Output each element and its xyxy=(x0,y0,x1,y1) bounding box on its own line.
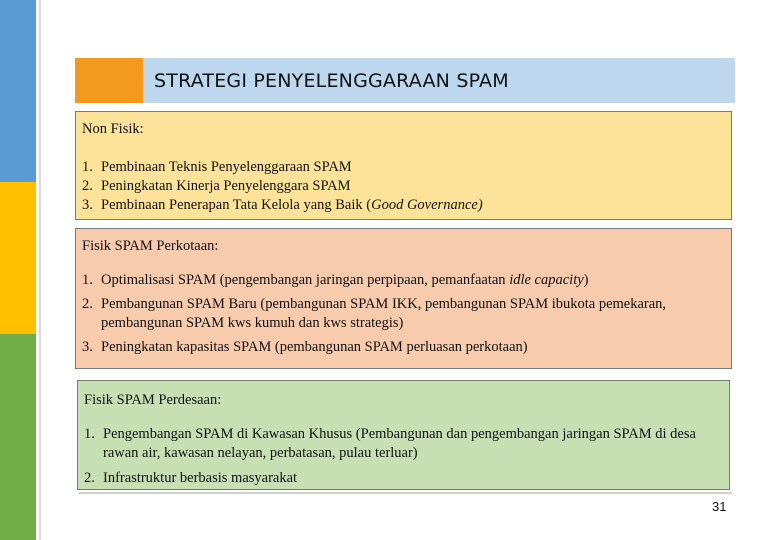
box-shadow xyxy=(79,492,732,494)
list-item xyxy=(82,158,731,177)
item-text: Peningkatan kapasitas SPAM (pembangunan SPAM perluasan perkotaan) xyxy=(101,339,528,355)
section-heading: Fisik SPAM Perkotaan: xyxy=(82,238,219,254)
list-item xyxy=(82,196,731,215)
item-text: Pembinaan Teknis Penyelenggaraan SPAM xyxy=(101,159,352,175)
section-list xyxy=(84,425,729,488)
item-number: 3. xyxy=(82,339,93,355)
item-italic: Good Governance) xyxy=(371,197,483,213)
item-number: 2. xyxy=(82,296,93,312)
section-list xyxy=(82,158,731,215)
section-fisik-perdesaan xyxy=(77,380,730,490)
list-item xyxy=(82,295,731,333)
item-text-rich xyxy=(101,271,731,290)
item-number: 1. xyxy=(82,159,93,175)
item-number: 3. xyxy=(82,197,93,213)
item-text: Optimalisasi SPAM (pengembangan jaringan perpipaan, pemanfaatan xyxy=(101,272,510,288)
item-text: Peningkatan Kinerja Penyelenggara SPAM xyxy=(101,178,351,194)
list-item xyxy=(82,177,731,196)
side-stripe-blue xyxy=(0,0,36,182)
side-stripe-green xyxy=(0,334,36,540)
item-text-after: ) xyxy=(583,272,589,288)
page-title: STRATEGI PENYELENGGARAAN SPAM xyxy=(154,69,509,92)
side-stripe-yellow xyxy=(0,182,36,334)
item-number: 2. xyxy=(84,470,95,486)
side-divider xyxy=(39,0,41,540)
section-fisik-perkotaan xyxy=(75,228,732,369)
item-text: Pembinaan Penerapan Tata Kelola yang Baik ( xyxy=(101,197,372,213)
item-number: 1. xyxy=(84,426,95,442)
item-italic: idle capacity xyxy=(509,272,584,288)
item-text: Infrastruktur berbasis masyarakat xyxy=(103,470,298,486)
item-text-rich xyxy=(101,196,731,215)
list-item xyxy=(84,425,729,463)
list-item xyxy=(82,271,731,290)
list-item xyxy=(82,338,731,357)
item-text: Pengembangan SPAM di Kawasan Khusus (Pembangunan dan pengembangan jaringan SPAM di desa rawan air, kawasan nelayan, perbatasan, pulau terluar) xyxy=(103,426,696,461)
section-heading: Fisik SPAM Perdesaan: xyxy=(84,392,222,408)
section-heading: Non Fisik: xyxy=(82,121,144,137)
section-non-fisik xyxy=(75,111,732,220)
section-list xyxy=(82,271,731,357)
item-text: Pembangunan SPAM Baru (pembangunan SPAM IKK, pembangunan SPAM ibukota pemekaran, pembangunan SPAM kws kumuh dan kws strategis) xyxy=(101,296,667,331)
title-bar xyxy=(143,58,735,103)
list-item xyxy=(84,469,729,488)
item-number: 1. xyxy=(82,272,93,288)
item-number: 2. xyxy=(82,178,93,194)
title-accent-block xyxy=(75,58,143,103)
page-number: 31 xyxy=(712,499,727,514)
